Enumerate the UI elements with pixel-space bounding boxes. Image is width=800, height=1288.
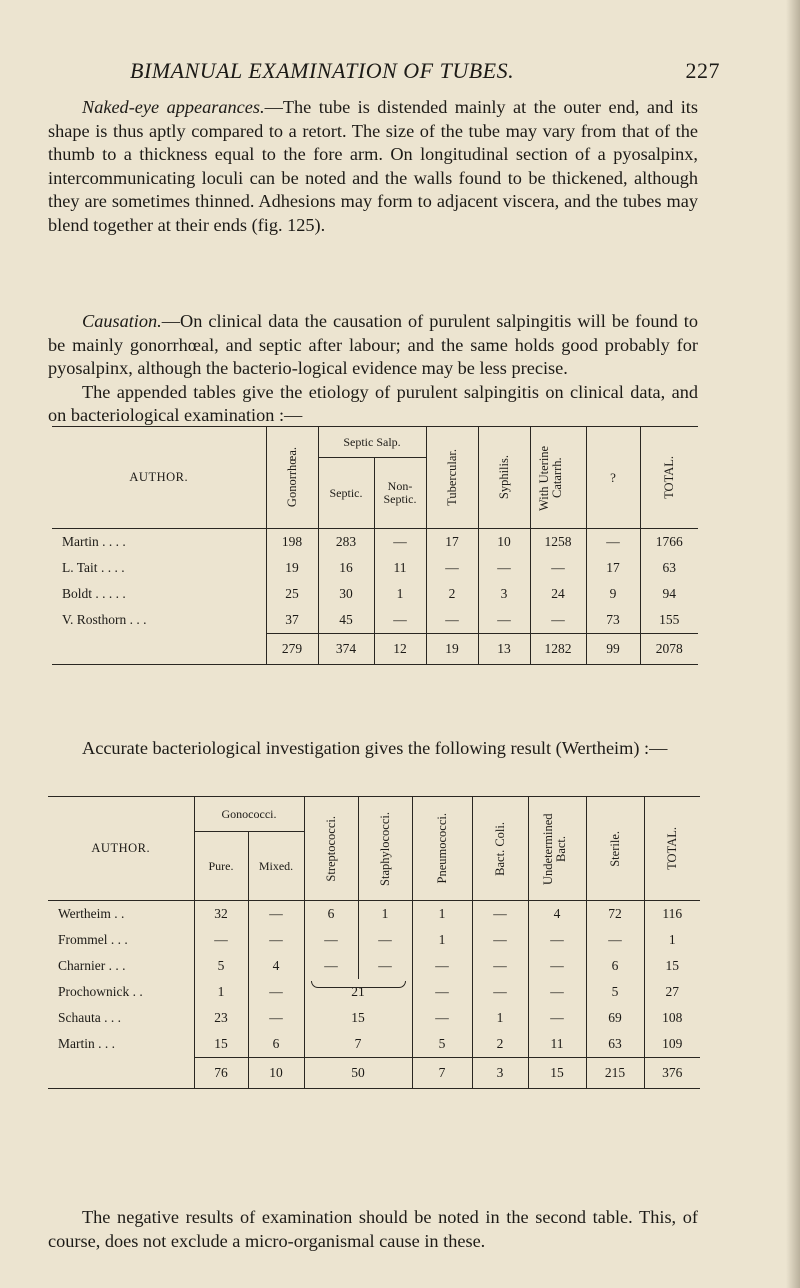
t1-cell: 1258 [530, 529, 586, 556]
t1-cell: 1766 [640, 529, 698, 556]
t2-cell: — [472, 901, 528, 928]
leader-dots: . [139, 984, 143, 999]
leader-dots: . . . [129, 612, 147, 628]
t2-header-sterile: Sterile. [607, 830, 622, 867]
table-row [48, 1031, 700, 1058]
t2-cell: — [248, 901, 304, 928]
t1-cell: 11 [374, 555, 426, 581]
t2-cell: — [248, 927, 304, 953]
naked-eye-body: —The tube is distended mainly at the outer end, and its shape is thus aptly compared to a retort. The size of the tube may vary from that of the thumb to a thickness equal to the fore arm. On longitudinal section of a pyosalpinx, intercommunicating loculi can be noted and the walls found to be thickened, although they are sometimes thinned. Adhesions may form to adjacent viscera, and the tubes may blend together at their ends (fig. 125). [48, 97, 698, 235]
t2-cell: 7 [304, 1031, 412, 1058]
t2-author: Frommel . [58, 932, 115, 947]
t1-cell: — [530, 607, 586, 634]
t1-header-gonorrhoea: Gonorrhœa. [284, 447, 299, 508]
t2-cell: 63 [586, 1031, 644, 1058]
t1-header-septic-salp: Septic Salp. [318, 427, 426, 458]
t1-cell: 45 [318, 607, 374, 634]
leader-dots: . . . [98, 1036, 115, 1052]
t2-cell: 1 [194, 979, 248, 1005]
t1-author: Boldt . [62, 586, 99, 601]
table-row [48, 1005, 700, 1031]
t1-cell: 9 [586, 581, 640, 607]
t2-cell: — [586, 927, 644, 953]
t1-cell: 283 [318, 529, 374, 556]
t1-cell: 25 [266, 581, 318, 607]
t2-author: Charnier . [58, 958, 112, 973]
closing-text: The negative results of examination should be noted in the second table. This, of course, does not exclude a micro-organismal cause in these. [48, 1207, 698, 1251]
leader-dots: . . [115, 958, 126, 973]
t2-cell: — [472, 979, 528, 1005]
t1-cell: 16 [318, 555, 374, 581]
t2-header-pure: Pure. [194, 832, 248, 901]
leader-dots: . . . . [102, 586, 126, 601]
t2-header-bact-coli: Bact. Coli. [492, 821, 507, 876]
t2-total: 376 [644, 1058, 700, 1089]
t1-total: 279 [266, 634, 318, 665]
t1-cell: — [374, 607, 426, 634]
t2-header-streptococci: Streptococci. [323, 815, 338, 882]
t2-cell: — [528, 979, 586, 1005]
t2-cell: 5 [412, 1031, 472, 1058]
t1-header-unknown: ? [586, 427, 640, 529]
t2-header-gonococci: Gonococci. [194, 797, 304, 832]
table-row [48, 901, 700, 928]
t1-cell: — [374, 529, 426, 556]
t2-header-mixed: Mixed. [248, 832, 304, 901]
t2-totals-row [48, 1058, 700, 1089]
t1-cell: 2 [426, 581, 478, 607]
t2-cell: 23 [194, 1005, 248, 1031]
t1-total: 12 [374, 634, 426, 665]
t2-cell: 15 [194, 1031, 248, 1058]
t1-cell: — [478, 607, 530, 634]
leader-dots: . . . . [102, 534, 126, 549]
t2-cell: — [358, 953, 412, 979]
t2-cell: — [528, 927, 586, 953]
leader-dots: . . [117, 932, 128, 947]
t2-cell: 1 [472, 1005, 528, 1031]
t2-cell: 15 [644, 953, 700, 979]
t2-total: 76 [194, 1058, 248, 1089]
t1-cell: 10 [478, 529, 530, 556]
t1-cell: 155 [640, 607, 698, 634]
paragraph-closing [48, 1206, 698, 1253]
t1-header-author: AUTHOR. [129, 470, 189, 484]
t1-cell: 17 [586, 555, 640, 581]
t2-total: 7 [412, 1058, 472, 1089]
t2-cell-bracketed: 21 [304, 979, 412, 1005]
t2-cell: — [304, 927, 358, 953]
table-row [48, 953, 700, 979]
t1-cell: 24 [530, 581, 586, 607]
t1-cell: 37 [266, 607, 318, 634]
t2-cell: — [412, 953, 472, 979]
t2-header-undetermined: Undetermined Bact. [541, 812, 568, 885]
t1-total: 2078 [640, 634, 698, 665]
t2-cell: 1 [358, 901, 412, 928]
t2-author: Schauta . [58, 1010, 108, 1025]
bacteriological-table [48, 796, 700, 1089]
causation-heading: Causation. [82, 311, 162, 331]
t1-total: 19 [426, 634, 478, 665]
t2-cell: — [412, 1005, 472, 1031]
t1-cell: 94 [640, 581, 698, 607]
t2-cell: 4 [528, 901, 586, 928]
t1-cell: 30 [318, 581, 374, 607]
t2-cell: 6 [586, 953, 644, 979]
t1-header-total: TOTAL. [661, 456, 676, 499]
t2-cell: 2 [472, 1031, 528, 1058]
t2-cell: — [358, 927, 412, 953]
wertheim-intro-text: Accurate bacteriological investigation gives the following result (Wertheim) :— [82, 738, 668, 758]
table-row [52, 529, 698, 556]
t1-cell: 17 [426, 529, 478, 556]
t2-cell: — [194, 927, 248, 953]
causation-body: —On clinical data the causation of purulent salpingitis will be found to be mainly gonorrhœal, and septic after labour; and the same holds good probably for pyosalpinx, although the bacterio-logical evidence may be less precise. [48, 311, 698, 379]
t1-totals-row [52, 634, 698, 665]
t1-total: 374 [318, 634, 374, 665]
t2-cell: 6 [304, 901, 358, 928]
table-row [52, 581, 698, 607]
t1-total: 13 [478, 634, 530, 665]
table-row [48, 979, 700, 1005]
t2-total: 15 [528, 1058, 586, 1089]
t2-cell: 6 [248, 1031, 304, 1058]
t2-cell: — [528, 1005, 586, 1031]
t2-cell: 32 [194, 901, 248, 928]
t2-total: 10 [248, 1058, 304, 1089]
t1-cell: 3 [478, 581, 530, 607]
t2-total: 3 [472, 1058, 528, 1089]
t2-cell: 1 [412, 927, 472, 953]
t2-header-total: TOTAL. [664, 827, 679, 870]
t2-cell: 72 [586, 901, 644, 928]
t1-cell: 73 [586, 607, 640, 634]
t2-cell: 108 [644, 1005, 700, 1031]
tables-intro: The appended tables give the etiology of purulent salpingitis on clinical data, and on bacteriological examination :— [48, 381, 698, 426]
t2-cell: 11 [528, 1031, 586, 1058]
t2-cell: 5 [194, 953, 248, 979]
t1-header-syphilis: Syphilis. [496, 455, 511, 500]
t1-header-tubercular: Tubercular. [444, 449, 459, 506]
t2-author: Wertheim [58, 906, 111, 921]
t2-cell: 1 [412, 901, 472, 928]
t2-cell: — [528, 953, 586, 979]
t2-cell: — [412, 979, 472, 1005]
naked-eye-heading: Naked-eye appearances. [82, 97, 265, 117]
t1-header-uterine-catarrh: With Uterine Catarrh. [537, 444, 564, 511]
paragraph-causation [48, 310, 698, 428]
t2-header-staphylococci: Staphylococci. [377, 811, 392, 886]
t2-cell: 69 [586, 1005, 644, 1031]
clinical-etiology-table [52, 426, 698, 665]
t1-cell: — [586, 529, 640, 556]
t1-header-non-septic: Non-Septic. [374, 458, 426, 529]
t2-total: 50 [304, 1058, 412, 1089]
t1-total: 99 [586, 634, 640, 665]
t2-cell: 27 [644, 979, 700, 1005]
t1-cell: 1 [374, 581, 426, 607]
t1-cell: — [426, 607, 478, 634]
t2-cell: — [304, 953, 358, 979]
t2-cell: 15 [304, 1005, 412, 1031]
page-number: 227 [685, 58, 720, 83]
t2-cell: — [248, 1005, 304, 1031]
leader-dots: . . [114, 906, 125, 921]
t2-header-author: AUTHOR. [91, 841, 151, 855]
table-row [52, 555, 698, 581]
running-head [130, 58, 720, 84]
t2-cell: 5 [586, 979, 644, 1005]
t2-cell: — [248, 979, 304, 1005]
t2-total: 215 [586, 1058, 644, 1089]
t2-cell: 116 [644, 901, 700, 928]
running-head-title: BIMANUAL EXAMINATION OF TUBES. [130, 58, 515, 83]
t1-cell: 198 [266, 529, 318, 556]
t2-cell: 109 [644, 1031, 700, 1058]
t1-total: 1282 [530, 634, 586, 665]
t2-header-pneumococci: Pneumococci. [434, 813, 449, 884]
leader-dots: . . . . [100, 560, 125, 575]
t1-cell: — [530, 555, 586, 581]
t1-cell: 19 [266, 555, 318, 581]
t1-cell: 63 [640, 555, 698, 581]
t1-cell: — [478, 555, 530, 581]
t1-author: Martin [62, 534, 99, 549]
t2-author: Prochownick . [58, 984, 136, 999]
t2-cell: — [472, 953, 528, 979]
table-row [48, 927, 700, 953]
t1-cell: — [426, 555, 478, 581]
paragraph-naked-eye [48, 96, 698, 238]
leader-dots: . . [110, 1010, 121, 1025]
page-edge-shadow [786, 0, 800, 1288]
paragraph-wertheim-intro [48, 737, 698, 761]
t1-header-septic: Septic. [318, 458, 374, 529]
t2-cell: 1 [644, 927, 700, 953]
t2-author: Martin [58, 1036, 95, 1052]
t1-author: L. Tait [62, 560, 98, 575]
t2-cell: 4 [248, 953, 304, 979]
table-row [52, 607, 698, 634]
t1-author: V. Rosthorn [62, 612, 127, 628]
t2-cell: — [472, 927, 528, 953]
